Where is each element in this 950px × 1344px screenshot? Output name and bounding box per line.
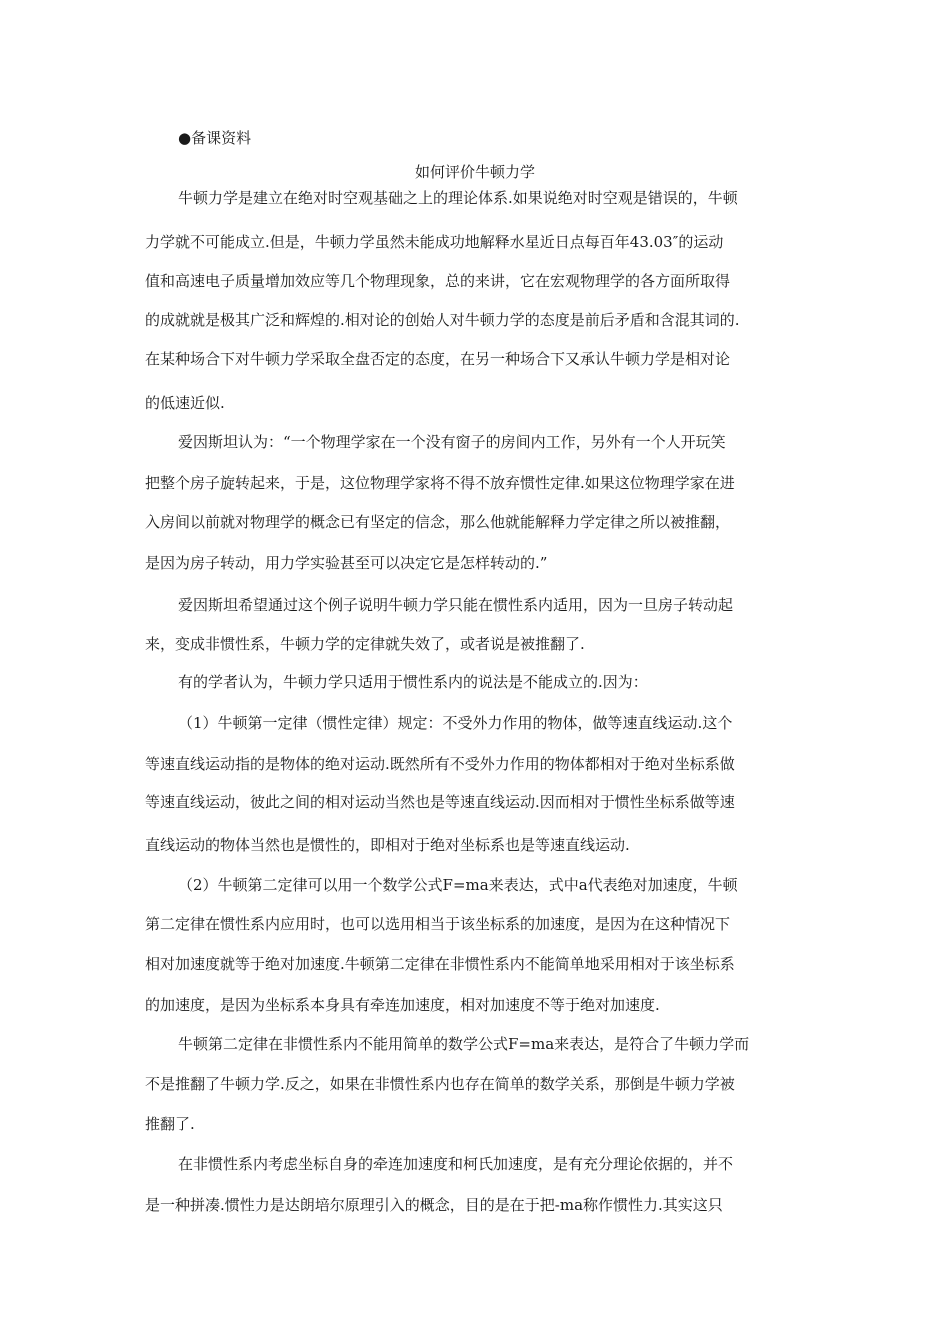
paragraph-line: 的成就就是极其广泛和辉煌的.相对论的创始人对牛顿力学的态度是前后矛盾和含混其词的.	[145, 311, 740, 329]
paragraph-line: 等速直线运动指的是物体的绝对运动.既然所有不受外力作用的物体都相对于绝对坐标系做	[145, 755, 735, 773]
paragraph-line: 等速直线运动，彼此之间的相对运动当然也是等速直线运动.因而相对于惯性坐标系做等速	[145, 793, 735, 811]
paragraph-line: 来，变成非惯性系，牛顿力学的定律就失效了，或者说是被推翻了.	[145, 635, 585, 653]
paragraph-line: 把整个房子旋转起来，于是，这位物理学家将不得不放弃惯性定律.如果这位物理学家在进	[145, 474, 735, 492]
paragraph-line: 爱因斯坦认为：“一个物理学家在一个没有窗子的房间内工作，另外有一个人开玩笑	[178, 433, 726, 451]
paragraph-line: 不是推翻了牛顿力学.反之，如果在非惯性系内也存在简单的数学关系，那倒是牛顿力学被	[145, 1075, 735, 1093]
paragraph-line: 相对加速度就等于绝对加速度.牛顿第二定律在非惯性系内不能简单地采用相对于该坐标系	[145, 955, 735, 973]
paragraph-line: 推翻了.	[145, 1115, 195, 1133]
paragraph-line: 在某种场合下对牛顿力学采取全盘否定的态度，在另一种场合下又承认牛顿力学是相对论	[145, 350, 731, 368]
paragraph-line: 值和高速电子质量增加效应等几个物理现象，总的来讲，它在宏观物理学的各方面所取得	[145, 272, 731, 290]
paragraph-line: 牛顿第二定律在非惯性系内不能用简单的数学公式F=ma来表达，是符合了牛顿力学而	[178, 1035, 750, 1053]
paragraph-line: 力学就不可能成立.但是，牛顿力学虽然未能成功地解释水星近日点每百年43.03″的运动	[145, 233, 724, 251]
paragraph-line: 直线运动的物体当然也是惯性的，即相对于绝对坐标系也是等速直线运动.	[145, 836, 630, 854]
paragraph-line: 入房间以前就对物理学的概念已有坚定的信念，那么他就能解释力学定律之所以被推翻，	[145, 513, 731, 531]
paragraph-line: 有的学者认为，牛顿力学只适用于惯性系内的说法是不能成立的.因为：	[178, 673, 648, 691]
paragraph-line: （2）牛顿第二定律可以用一个数学公式F=ma来表达，式中a代表绝对加速度，牛顿	[178, 876, 738, 894]
paragraph-line: 是因为房子转动，用力学实验甚至可以决定它是怎样转动的.”	[145, 554, 548, 572]
paragraph-line: 第二定律在惯性系内应用时，也可以选用相当于该坐标系的加速度，是因为在这种情况下	[145, 915, 731, 933]
paragraph-line: （1）牛顿第一定律（惯性定律）规定：不受外力作用的物体，做等速直线运动.这个	[178, 714, 733, 732]
paragraph-line: 的低速近似.	[145, 394, 225, 412]
paragraph-line: 爱因斯坦希望通过这个例子说明牛顿力学只能在惯性系内适用，因为一旦房子转动起	[178, 596, 734, 614]
paragraph-line: 是一种拼凑.惯性力是达朗培尔原理引入的概念，目的是在于把-ma称作惯性力.其实这只	[145, 1196, 723, 1214]
document-title: 如何评价牛顿力学	[414, 163, 535, 181]
paragraph-line: 牛顿力学是建立在绝对时空观基础之上的理论体系.如果说绝对时空观是错误的，牛顿	[178, 189, 738, 207]
section-heading: ●备课资料	[178, 129, 252, 147]
paragraph-line: 在非惯性系内考虑坐标自身的牵连加速度和柯氏加速度，是有充分理论依据的，并不	[178, 1155, 734, 1173]
paragraph-line: 的加速度，是因为坐标系本身具有牵连加速度，相对加速度不等于绝对加速度.	[145, 996, 660, 1014]
